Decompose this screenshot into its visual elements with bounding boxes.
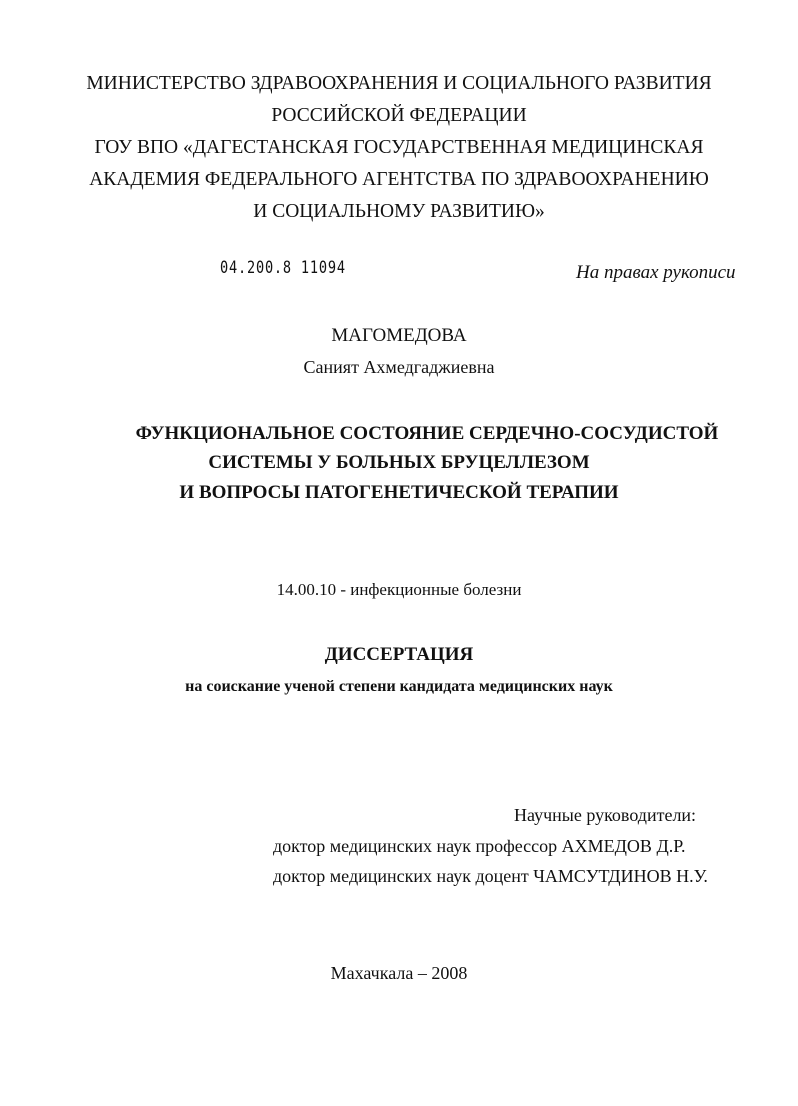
supervisor: доктор медицинских наук профессор АХМЕДОВ Д.Р. xyxy=(273,836,686,856)
document-type: ДИССЕРТАЦИЯ xyxy=(324,644,474,665)
library-stamp-number: 04.200.8 11094 xyxy=(220,258,346,278)
title-line: ФУНКЦИОНАЛЬНОЕ СОСТОЯНИЕ СЕРДЕЧНО-СОСУДИСТОЙ xyxy=(135,423,719,444)
author-surname: МАГОМЕДОВА xyxy=(331,325,467,346)
place-year: Махачкала – 2008 xyxy=(330,963,468,983)
supervisors-label: Научные руководители: xyxy=(514,805,697,825)
supervisor: доктор медицинских наук доцент ЧАМСУТДИНОВ Н.У. xyxy=(273,866,708,886)
degree: на соискание ученой степени кандидата медицинских наук xyxy=(185,678,613,695)
manuscript-rights: На правах рукописи xyxy=(576,262,736,283)
author-name: Саният Ахмедгаджиевна xyxy=(303,357,495,377)
title-line: СИСТЕМЫ У БОЛЬНЫХ БРУЦЕЛЛЕЗОМ xyxy=(208,452,590,473)
specialty: 14.00.10 - инфекционные болезни xyxy=(276,580,522,599)
title-line: И ВОПРОСЫ ПАТОГЕНЕТИЧЕСКОЙ ТЕРАПИИ xyxy=(179,482,619,503)
header-line: ГОУ ВПО «ДАГЕСТАНСКАЯ ГОСУДАРСТВЕННАЯ МЕДИЦИНСКАЯ xyxy=(94,137,704,158)
header-line: И СОЦИАЛЬНОМУ РАЗВИТИЮ» xyxy=(253,201,545,222)
header-line: АКАДЕМИЯ ФЕДЕРАЛЬНОГО АГЕНТСТВА ПО ЗДРАВООХРАНЕНИЮ xyxy=(89,169,709,190)
header-line: МИНИСТЕРСТВО ЗДРАВООХРАНЕНИЯ И СОЦИАЛЬНОГО РАЗВИТИЯ xyxy=(86,73,712,94)
header-line: РОССИЙСКОЙ ФЕДЕРАЦИИ xyxy=(271,105,527,126)
